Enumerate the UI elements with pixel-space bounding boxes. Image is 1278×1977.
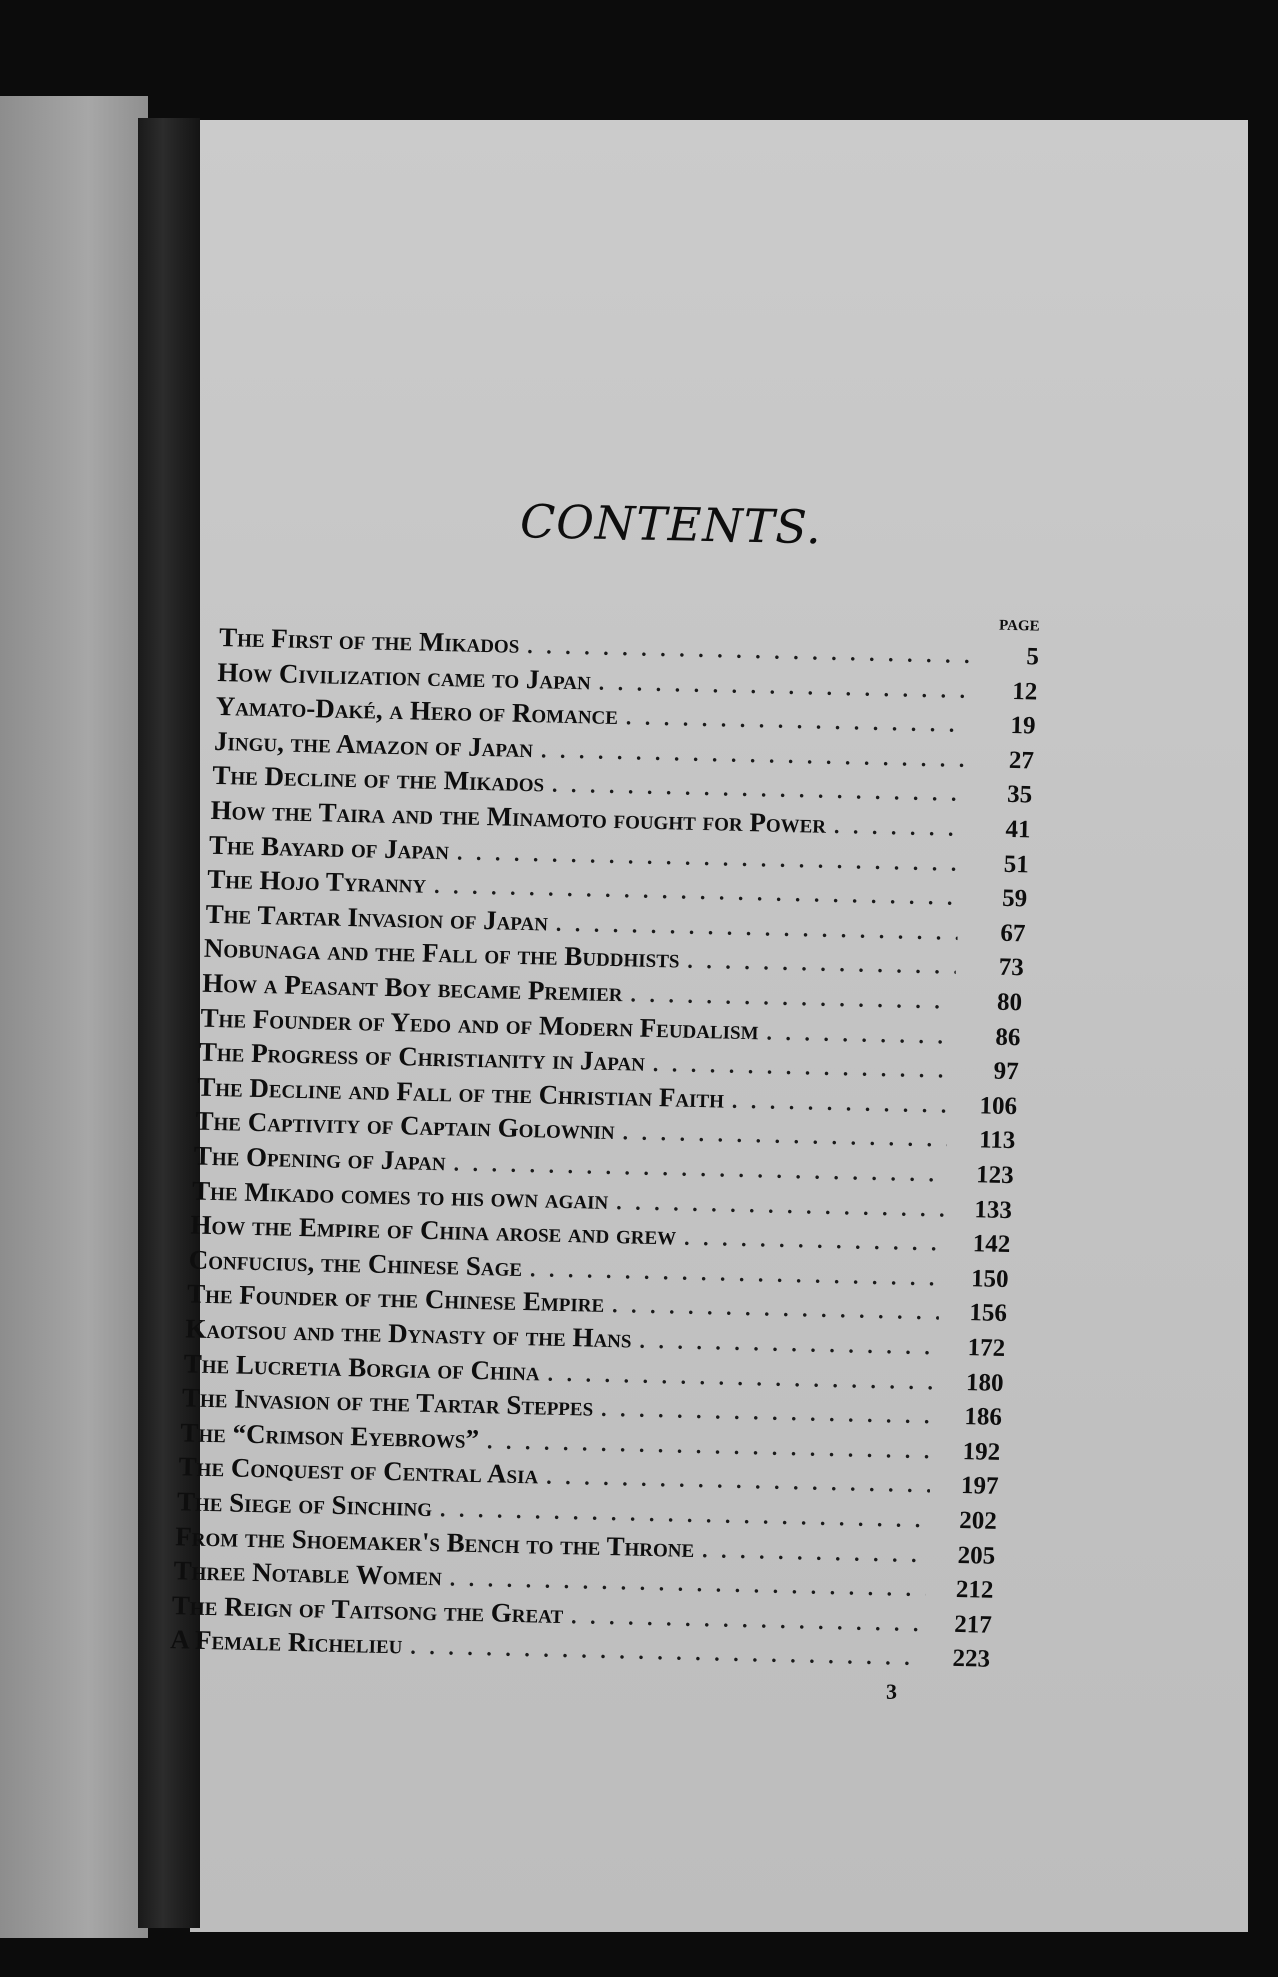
toc-entry-title: The Tartar Invasion of Japan <box>205 898 549 937</box>
toc-entry-title: The Progress of Christianity in Japan <box>198 1036 646 1077</box>
dot-leader <box>571 1603 924 1637</box>
dot-leader <box>630 981 954 1014</box>
dot-leader <box>487 1428 933 1464</box>
toc-entry-title: The Founder of Yedo and of Modern Feudalism <box>200 1002 759 1045</box>
toc-entry-page: 106 <box>979 1092 1018 1121</box>
page-number: 3 <box>886 1679 897 1704</box>
dot-leader <box>527 633 971 669</box>
page-title: CONTENTS. <box>519 494 823 555</box>
dot-leader <box>766 1019 952 1049</box>
dot-leader <box>616 1189 944 1222</box>
toc-entry-page: 19 <box>1010 712 1036 740</box>
toc-entry-title: The Founder of the Chinese Empire <box>186 1278 605 1319</box>
dot-leader <box>834 813 963 842</box>
toc-entry-title: Yamato-Daké, a Hero of Romance <box>215 691 619 731</box>
toc-entry-page: 67 <box>1000 919 1026 948</box>
dot-leader <box>612 1292 939 1325</box>
toc-entry-title: The Bayard of Japan <box>208 829 450 865</box>
toc-entry-page: 150 <box>970 1265 1009 1293</box>
toc-entry-title: The First of the Mikados <box>218 621 520 659</box>
toc-entry-title: The “Crimson Eyebrows” <box>180 1417 480 1454</box>
dot-leader <box>598 669 969 703</box>
dot-leader <box>541 737 966 773</box>
toc-entry-title: The Hojo Tyranny <box>207 863 427 899</box>
page-column-header: PAGE <box>998 617 1040 635</box>
toc-entry-title: The Decline and Fall of the Christian Faith <box>196 1071 725 1114</box>
toc-entry-page: 197 <box>960 1472 999 1501</box>
toc-entry-title: Jingu, the Amazon of Japan <box>213 725 534 763</box>
toc-entry-title: How the Empire of China arose and grew <box>190 1209 677 1251</box>
toc-entry-title: A Female Richelieu <box>169 1624 403 1660</box>
dot-leader <box>702 1537 928 1568</box>
dot-leader <box>639 1328 937 1361</box>
dot-leader <box>546 1464 931 1499</box>
toc-entry-title: Confucius, the Chinese Sage <box>188 1244 523 1282</box>
toc-entry-page: 12 <box>1011 677 1038 706</box>
dot-leader <box>626 704 968 738</box>
toc-entry-title: How Civilization came to Japan <box>217 656 592 696</box>
dot-leader <box>552 772 965 807</box>
toc-entry-title: Nobunaga and the Fall of the Buddhists <box>203 933 680 974</box>
toc-entry-title: The Decline of the Mikados <box>212 760 545 798</box>
toc-entry-title: How the Taira and the Minamoto fought for Power <box>210 794 827 839</box>
toc-entry-title: How a Peasant Boy became Premier <box>201 967 623 1008</box>
toc-entry-page: 133 <box>974 1195 1013 1224</box>
toc-entry-title: The Conquest of Central Asia <box>178 1451 539 1490</box>
toc-entry-page: 186 <box>964 1403 1003 1432</box>
toc-entry-title: The Reign of Taitsong the Great <box>171 1589 564 1629</box>
toc-entry-page: 156 <box>969 1299 1008 1328</box>
toc-entry-title: The Captivity of Captain Golownin <box>195 1105 616 1146</box>
toc-entry-page: 73 <box>998 954 1025 982</box>
toc-entry-page: 35 <box>1006 781 1033 809</box>
toc-entry-page: 97 <box>993 1057 1020 1086</box>
toc-entry-page: 113 <box>978 1126 1016 1155</box>
toc-entry-title: The Invasion of the Tartar Steppes <box>181 1382 594 1422</box>
toc-entry-title: The Opening of Japan <box>193 1140 447 1177</box>
toc-entry-page: 202 <box>959 1507 998 1535</box>
dot-leader <box>687 948 956 980</box>
toc-entry-page: 217 <box>953 1610 993 1639</box>
toc-entry-title: The Lucretia Borgia of China <box>183 1347 541 1387</box>
toc-entry-title: The Siege of Sinching <box>176 1486 433 1523</box>
dot-leader <box>547 1360 935 1395</box>
toc-entry-page: 80 <box>996 988 1023 1017</box>
toc-entry-page: 172 <box>967 1334 1006 1363</box>
toc-entry-page: 5 <box>1026 643 1040 671</box>
toc-entry-page: 180 <box>965 1368 1004 1397</box>
toc-entry-page: 223 <box>952 1645 991 1674</box>
toc-entry-page: 192 <box>962 1437 1001 1466</box>
toc-entry-page: 212 <box>955 1576 994 1604</box>
dot-leader <box>601 1396 934 1430</box>
facing-page-edge <box>0 96 148 1938</box>
toc-entry-page: 27 <box>1008 746 1035 775</box>
toc-entry-page: 51 <box>1003 850 1030 879</box>
dot-leader <box>684 1225 943 1257</box>
toc-entry-page: 59 <box>1001 885 1028 913</box>
toc-entry-page: 205 <box>957 1541 996 1570</box>
toc-entry-page: 86 <box>995 1023 1021 1051</box>
dot-leader <box>732 1088 950 1119</box>
toc-entry-title: The Mikado comes to his own again <box>191 1175 609 1215</box>
dot-leader <box>530 1256 941 1291</box>
toc-entry-title: Three Notable Women <box>173 1555 443 1592</box>
toc-entry-page: 41 <box>1005 815 1031 844</box>
toc-entry-page: 123 <box>975 1161 1014 1190</box>
toc-entry-title: From the Shoemaker's Bench to the Throne <box>175 1520 695 1563</box>
dot-leader <box>653 1051 951 1084</box>
toc-entry-title: Kaotsou and the Dynasty of the Hans <box>185 1313 632 1354</box>
dot-leader <box>556 911 958 946</box>
dot-leader <box>622 1120 947 1153</box>
toc-entry-page: 142 <box>972 1230 1011 1259</box>
